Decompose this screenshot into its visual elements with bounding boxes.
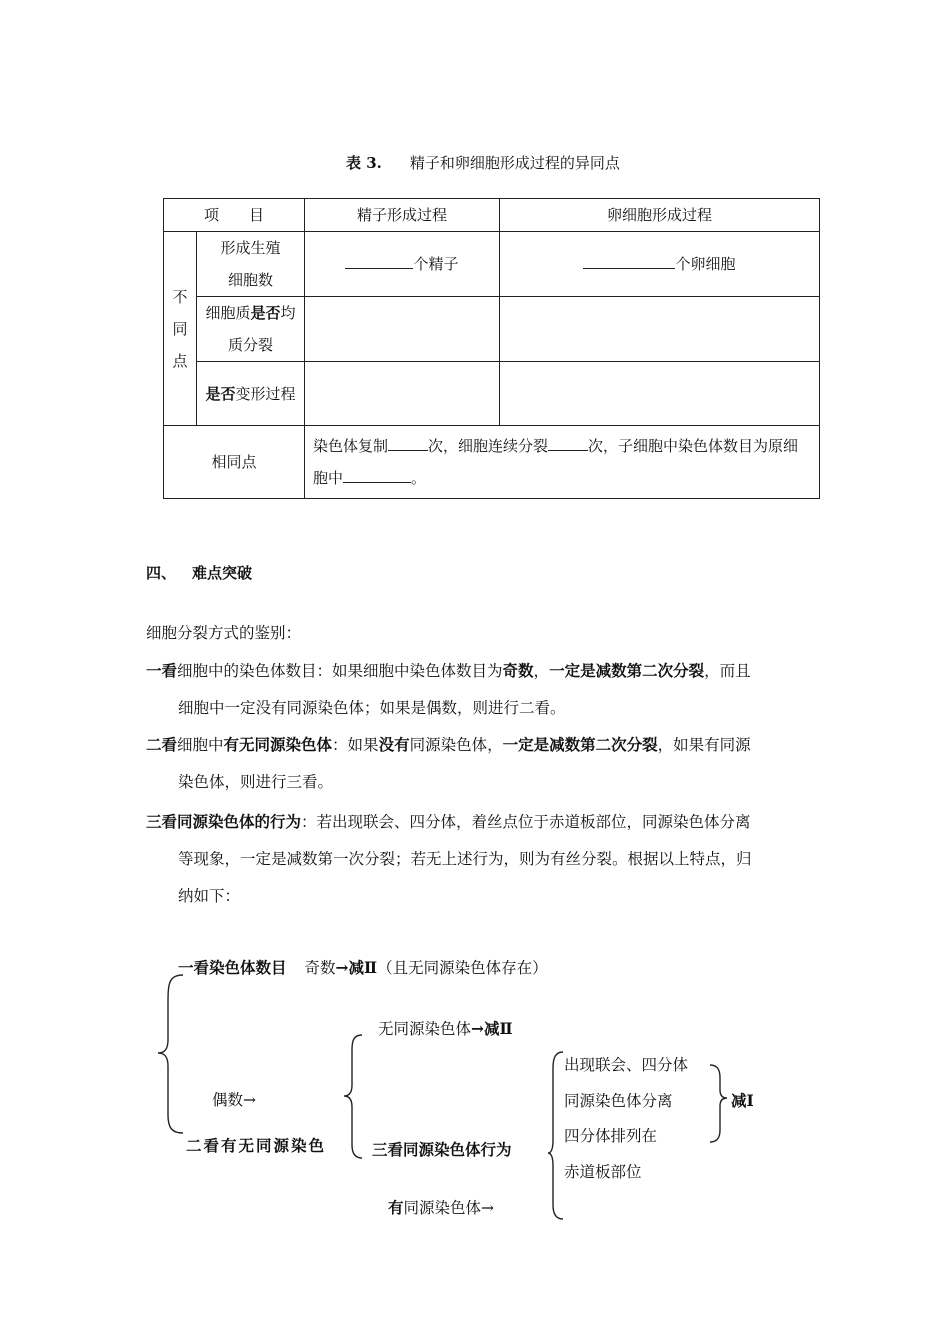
diagram-step3: 三看同源染色体行为 <box>372 1140 512 1159</box>
header-sperm: 精子形成过程 <box>305 199 500 232</box>
paragraph-third-look: 三看同源染色体的行为：若出现联会、四分体，着丝点位于赤道板部位，同源染色体分离 等现象，一定是减数第一次分裂；若无上述行为，则为有丝分裂。根据以上特点，归 纳如下： <box>146 812 752 905</box>
intro-text: 细胞分裂方式的鉴别： <box>146 624 302 642</box>
diagram-even: 偶数→ <box>212 1091 256 1109</box>
caption-title: 精子和卵细胞形成过程的异同点 <box>409 154 620 172</box>
paragraph-first-look: 一看细胞中的染色体数目：如果细胞中染色体数目为奇数，一定是减数第二次分裂，而且 细胞中一定没有同源染色体；如果是偶数，则进行二看。 <box>146 661 751 717</box>
row1-item: 形成生殖细胞数 <box>220 239 281 289</box>
diagram-step1: 一看染色体数目 奇数→减Ⅱ（且无同源染色体存在） <box>178 958 548 977</box>
row2-item: 细胞质是否均质分裂 <box>205 304 296 354</box>
row3-item: 是否变形过程 <box>205 384 296 403</box>
section-title: 难点突破 <box>192 564 253 582</box>
diagram-result: 减Ⅰ <box>731 1091 754 1110</box>
diff-label: 不同点 <box>172 287 188 370</box>
row1-egg-suffix: 个卵细胞 <box>675 255 736 273</box>
paragraph-second-look: 二看细胞中有无同源染色体：如果没有同源染色体，一定是减数第二次分裂，如果有同源 染色体，则进行三看。 <box>146 735 751 791</box>
same-label: 相同点 <box>164 426 305 499</box>
same-text: 染色体复制 次，细胞连续分裂 次，子细胞中染色体数目为原细胞中 。 <box>305 426 820 499</box>
diagram-step2: 二看有无同源染色 <box>186 1136 327 1155</box>
header-item: 项 目 <box>164 199 305 232</box>
brace-level2 <box>344 1035 362 1158</box>
section-number: 四、 <box>146 564 177 582</box>
diagram-has-homolog: 有同源染色体→ <box>388 1198 495 1217</box>
behavior-item-4: 赤道板部位 <box>564 1163 642 1181</box>
diagram-no-homolog: 无同源染色体→减Ⅱ <box>378 1019 513 1038</box>
behavior-item-1: 出现联会、四分体 <box>564 1056 689 1074</box>
row1-sperm-suffix: 个精子 <box>413 255 459 273</box>
brace-level1 <box>158 975 183 1133</box>
behavior-item-3: 四分体排列在 <box>564 1127 658 1145</box>
behavior-item-2: 同源染色体分离 <box>564 1092 673 1110</box>
brace-level3 <box>548 1052 563 1219</box>
header-egg: 卵细胞形成过程 <box>500 199 820 232</box>
caption-label: 表 3. <box>346 154 382 172</box>
brace-result <box>710 1065 727 1142</box>
